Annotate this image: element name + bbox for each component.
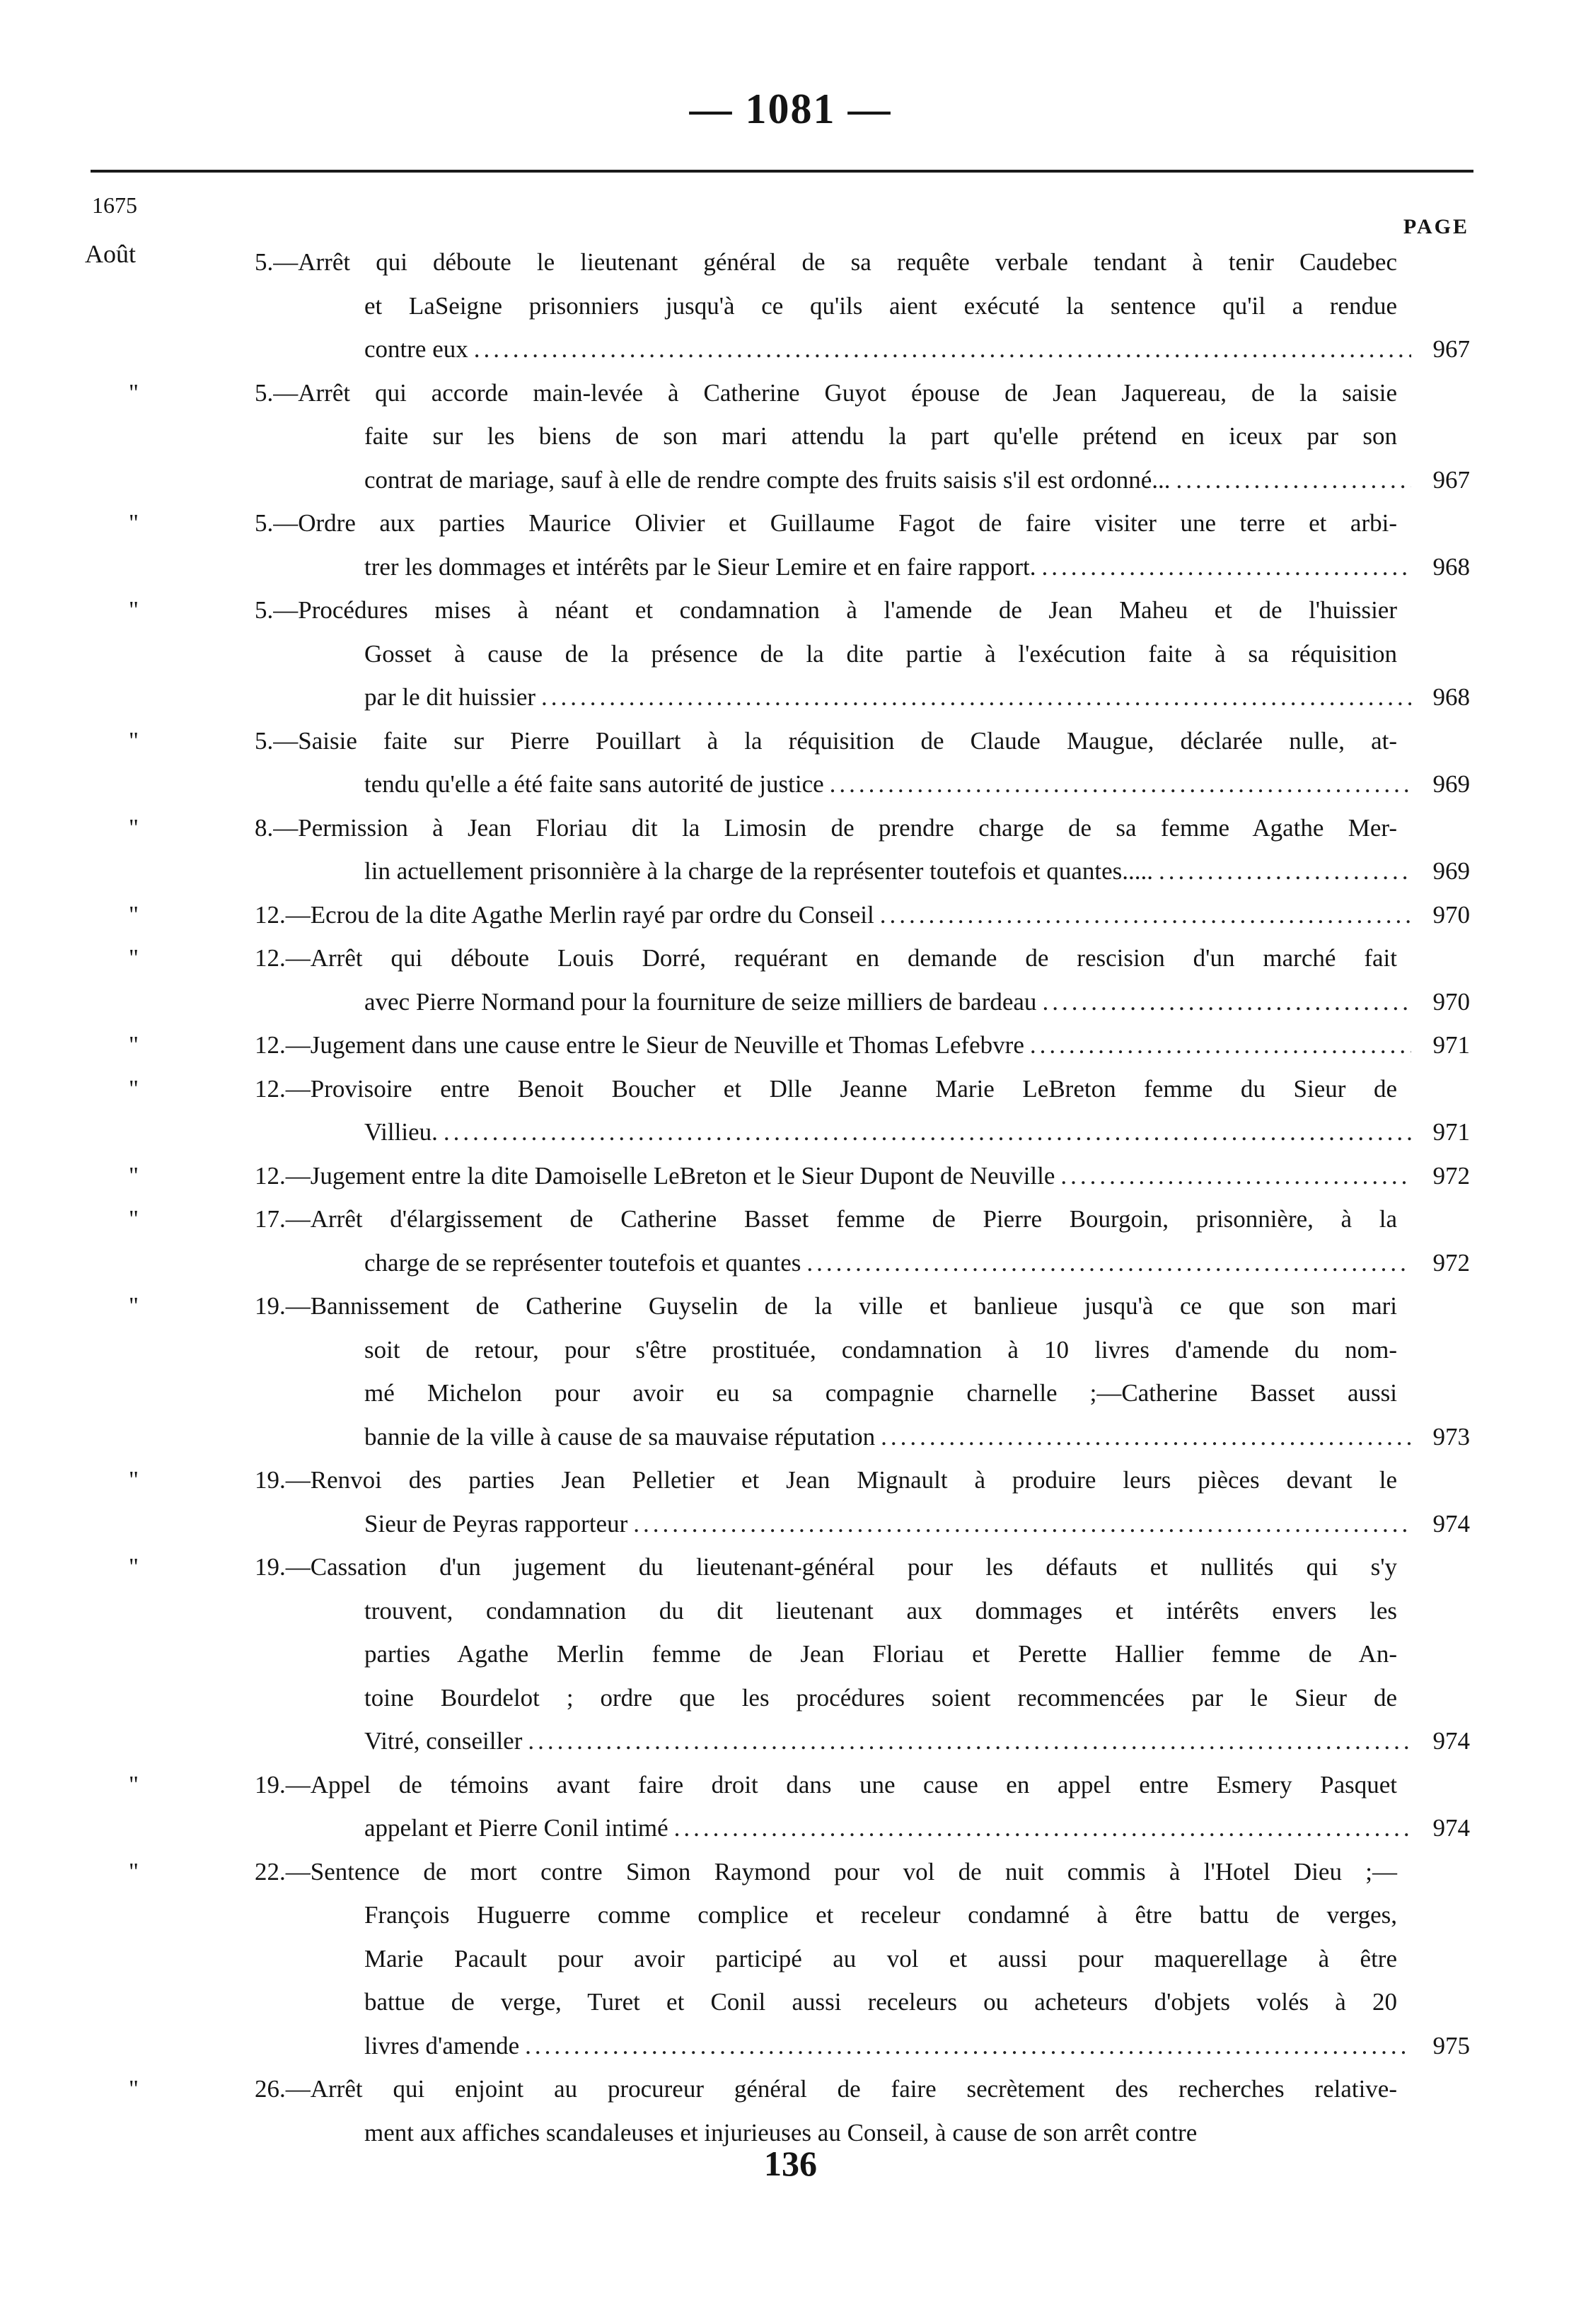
entry-line: 5.—Ordre aux parties Maurice Olivier et Guillaume Fagot de faire visiter une terre et arbi- [255,509,1397,537]
entry-line: battue de verge, Turet et Conil aussi receleurs ou acheteurs d'objets volés à 20 [364,1988,1397,2016]
entry-text: lin actuellement prisonnière à la charge de la représenter toutefois et quantes..... [364,857,1154,885]
index-entry [0,1458,1581,1545]
dot-leader [1041,545,1411,589]
dot-leader [806,1241,1411,1285]
entry-text: 12.—Ecrou de la dite Agathe Merlin rayé par ordre du Conseil [255,900,874,929]
dot-leader [525,2024,1411,2068]
entry-text: bannie de la ville à cause de sa mauvaise réputation [364,1422,876,1451]
page-reference: 967 [1432,465,1470,494]
ditto-mark: " [129,2076,139,2102]
entry-line: Marie Pacault pour avoir participé au vol et aussi pour maquerellage à être [364,1944,1397,1973]
entry-line [364,1719,1470,1763]
ditto-mark: " [129,945,139,971]
month-label: Août [85,240,136,268]
dot-leader [1176,458,1411,502]
entry-line: parties Agathe Merlin femme de Jean Floriau et Perette Hallier femme de An- [364,1640,1397,1668]
entry-text: contrat de mariage, sauf à elle de rendre compte des fruits saisis s'il est ordonné... [364,465,1171,494]
ditto-mark: " [129,1206,139,1232]
index-entry [0,719,1581,806]
index-entry [0,1154,1581,1198]
entry-text: appelant et Pierre Conil intimé [364,1814,668,1842]
index-entry [0,1067,1581,1154]
entry-line: 12.—Provisoire entre Benoit Boucher et Dlle Jeanne Marie LeBreton femme du Sieur de [255,1074,1397,1103]
dot-leader [881,1415,1411,1459]
entry-line [364,675,1470,719]
ditto-mark: " [129,814,139,841]
entry-line: Gosset à cause de la présence de la dite partie à l'exécution faite à sa réquisition [364,639,1397,668]
ditto-mark: " [129,901,139,928]
index-entry [0,501,1581,588]
index-entry [0,1197,1581,1284]
index-entry [0,936,1581,1023]
page-reference: 971 [1432,1031,1470,1059]
entry-line [255,1154,1470,1198]
ditto-mark: " [129,727,139,754]
index-entry [0,893,1581,937]
entry-line: 5.—Arrêt qui accorde main-levée à Catherine Guyot épouse de Jean Jaquereau, de la saisie [255,378,1397,407]
entry-line [364,327,1470,371]
entry-line: mé Michelon pour avoir eu sa compagnie charnelle ;—Catherine Basset aussi [364,1379,1397,1407]
dot-leader [474,327,1411,371]
entry-text: trer les dommages et intérêts par le Sieur Lemire et en faire rapport. [364,552,1036,581]
page-reference: 970 [1432,900,1470,929]
entry-line [364,545,1470,589]
page-reference: 967 [1432,335,1470,363]
ditto-mark: " [129,510,139,536]
page-reference: 973 [1432,1422,1470,1451]
entry-text: livres d'amende [364,2031,520,2059]
entry-line: François Huguerre comme complice et receleur condamné à être battu de verges, [364,1901,1397,1929]
entry-line [364,1241,1470,1285]
entry-text: contre eux [364,335,468,363]
entry-text: tendu qu'elle a été faite sans autorité de justice [364,770,824,798]
entry-text: par le dit huissier [364,683,536,711]
page-reference: 968 [1432,683,1470,711]
entry-line: faite sur les biens de son mari attendu la part qu'elle prétend en iceux par son [364,422,1397,450]
entry-line [364,1502,1470,1546]
ditto-mark: " [129,1162,139,1189]
entry-line [255,893,1470,937]
entry-text: Sieur de Peyras rapporteur [364,1509,628,1538]
page-number: — 1081 — [689,86,892,132]
ditto-mark: " [129,1293,139,1319]
ditto-mark: " [129,597,139,623]
ditto-mark: " [129,1075,139,1102]
index-entry [0,588,1581,719]
ditto-mark: " [129,1032,139,1058]
header-rule [91,170,1473,173]
entry-line [364,762,1470,806]
entry-text: charge de se représenter toutefois et quantes [364,1248,801,1277]
page-reference: 969 [1432,857,1470,885]
page-reference: 970 [1432,987,1470,1016]
entry-line: soit de retour, pour s'être prostituée, condamnation à 10 livres d'amende du nom- [364,1335,1397,1364]
entry-text: Vitré, conseiller [364,1727,523,1755]
entry-line [364,458,1470,502]
page-reference: 969 [1432,770,1470,798]
entry-line: 19.—Bannissement de Catherine Guyselin de la ville et banlieue jusqu'à ce que son mari [255,1292,1397,1320]
entry-line: toine Bourdelot ; ordre que les procédures soient recommencées par le Sieur de [364,1683,1397,1712]
index-entry [0,240,1581,371]
entry-line [364,1110,1470,1154]
ditto-mark: " [129,1858,139,1885]
page-column-label: PAGE [1403,215,1469,238]
page-reference: 968 [1432,552,1470,581]
entry-text: Villieu. [364,1118,438,1146]
ditto-mark: " [129,1771,139,1798]
dot-leader [880,893,1411,937]
page-reference: 974 [1432,1727,1470,1755]
entry-text: ment aux affiches scandaleuses et injurieuses au Conseil, à cause de son arrêt contre [364,2118,1198,2146]
dot-leader [1030,1023,1411,1067]
entry-line [364,1415,1470,1459]
dot-leader [528,1719,1411,1763]
index-entry [0,1284,1581,1458]
ditto-mark: " [129,379,139,406]
dot-leader [1159,849,1411,893]
entry-text: 12.—Jugement dans une cause entre le Sieur de Neuville et Thomas Lefebvre [255,1031,1024,1059]
ditto-mark: " [129,1467,139,1493]
entry-line: 17.—Arrêt d'élargissement de Catherine Basset femme de Pierre Bourgoin, prisonnière, à la [255,1205,1397,1233]
page-reference: 972 [1432,1248,1470,1277]
entry-line: 19.—Appel de témoins avant faire droit dans une cause en appel entre Esmery Pasquet [255,1770,1397,1799]
ditto-mark: " [129,1554,139,1580]
index-entry [0,2067,1581,2154]
index-entry [0,371,1581,502]
entry-line: 26.—Arrêt qui enjoint au procureur général de faire secrètement des recherches relative- [255,2075,1397,2103]
page-reference: 975 [1432,2031,1470,2059]
index-entry [0,1763,1581,1850]
entry-line: et LaSeigne prisonniers jusqu'à ce qu'ils aient exécuté la sentence qu'il a rendue [364,291,1397,320]
index-entry [0,806,1581,893]
entry-line [364,849,1470,893]
page-reference: 974 [1432,1509,1470,1538]
entry-line: 22.—Sentence de mort contre Simon Raymond pour vol de nuit commis à l'Hotel Dieu ;— [255,1857,1397,1886]
dot-leader [444,1110,1411,1154]
entry-line [255,1023,1470,1067]
entry-line: 19.—Renvoi des parties Jean Pelletier et Jean Mignault à produire leurs pièces devant le [255,1466,1397,1494]
entry-line: 5.—Arrêt qui déboute le lieutenant général de sa requête verbale tendant à tenir Caudebec [255,248,1397,276]
page-reference: 971 [1432,1118,1470,1146]
dot-leader [1042,980,1411,1024]
index-entry [0,1545,1581,1763]
dot-leader [674,1806,1411,1850]
index-entry [0,1023,1581,1067]
entry-line: 8.—Permission à Jean Floriau dit la Limosin de prendre charge de sa femme Agathe Mer- [255,813,1397,842]
signature-mark: 136 [764,2144,817,2183]
entry-text: 12.—Jugement entre la dite Damoiselle LeBreton et le Sieur Dupont de Neuville [255,1161,1055,1190]
entry-line: trouvent, condamnation du dit lieutenant aux dommages et intérêts envers les [364,1596,1397,1625]
page-reference: 974 [1432,1814,1470,1842]
dot-leader [830,762,1411,806]
page-reference: 972 [1432,1161,1470,1190]
dot-leader [1060,1154,1411,1198]
entry-text: avec Pierre Normand pour la fourniture de seize milliers de bardeau [364,987,1037,1016]
dot-leader [541,675,1411,719]
entry-line: 5.—Procédures mises à néant et condamnation à l'amende de Jean Maheu et de l'huissier [255,596,1397,624]
dot-leader [633,1502,1411,1546]
entry-line [364,2024,1470,2068]
entry-line [364,980,1470,1024]
year-label: 1675 [92,192,137,218]
entry-list [0,240,1581,2154]
index-entry [0,1850,1581,2068]
entry-line: 5.—Saisie faite sur Pierre Pouillart à la réquisition de Claude Maugue, déclarée nulle, at- [255,726,1397,755]
entry-line [364,1806,1470,1850]
entry-line: 12.—Arrêt qui déboute Louis Dorré, requérant en demande de rescision d'un marché fait [255,944,1397,972]
entry-line: 19.—Cassation d'un jugement du lieutenant-général pour les défauts et nullités qui s'y [255,1553,1397,1581]
